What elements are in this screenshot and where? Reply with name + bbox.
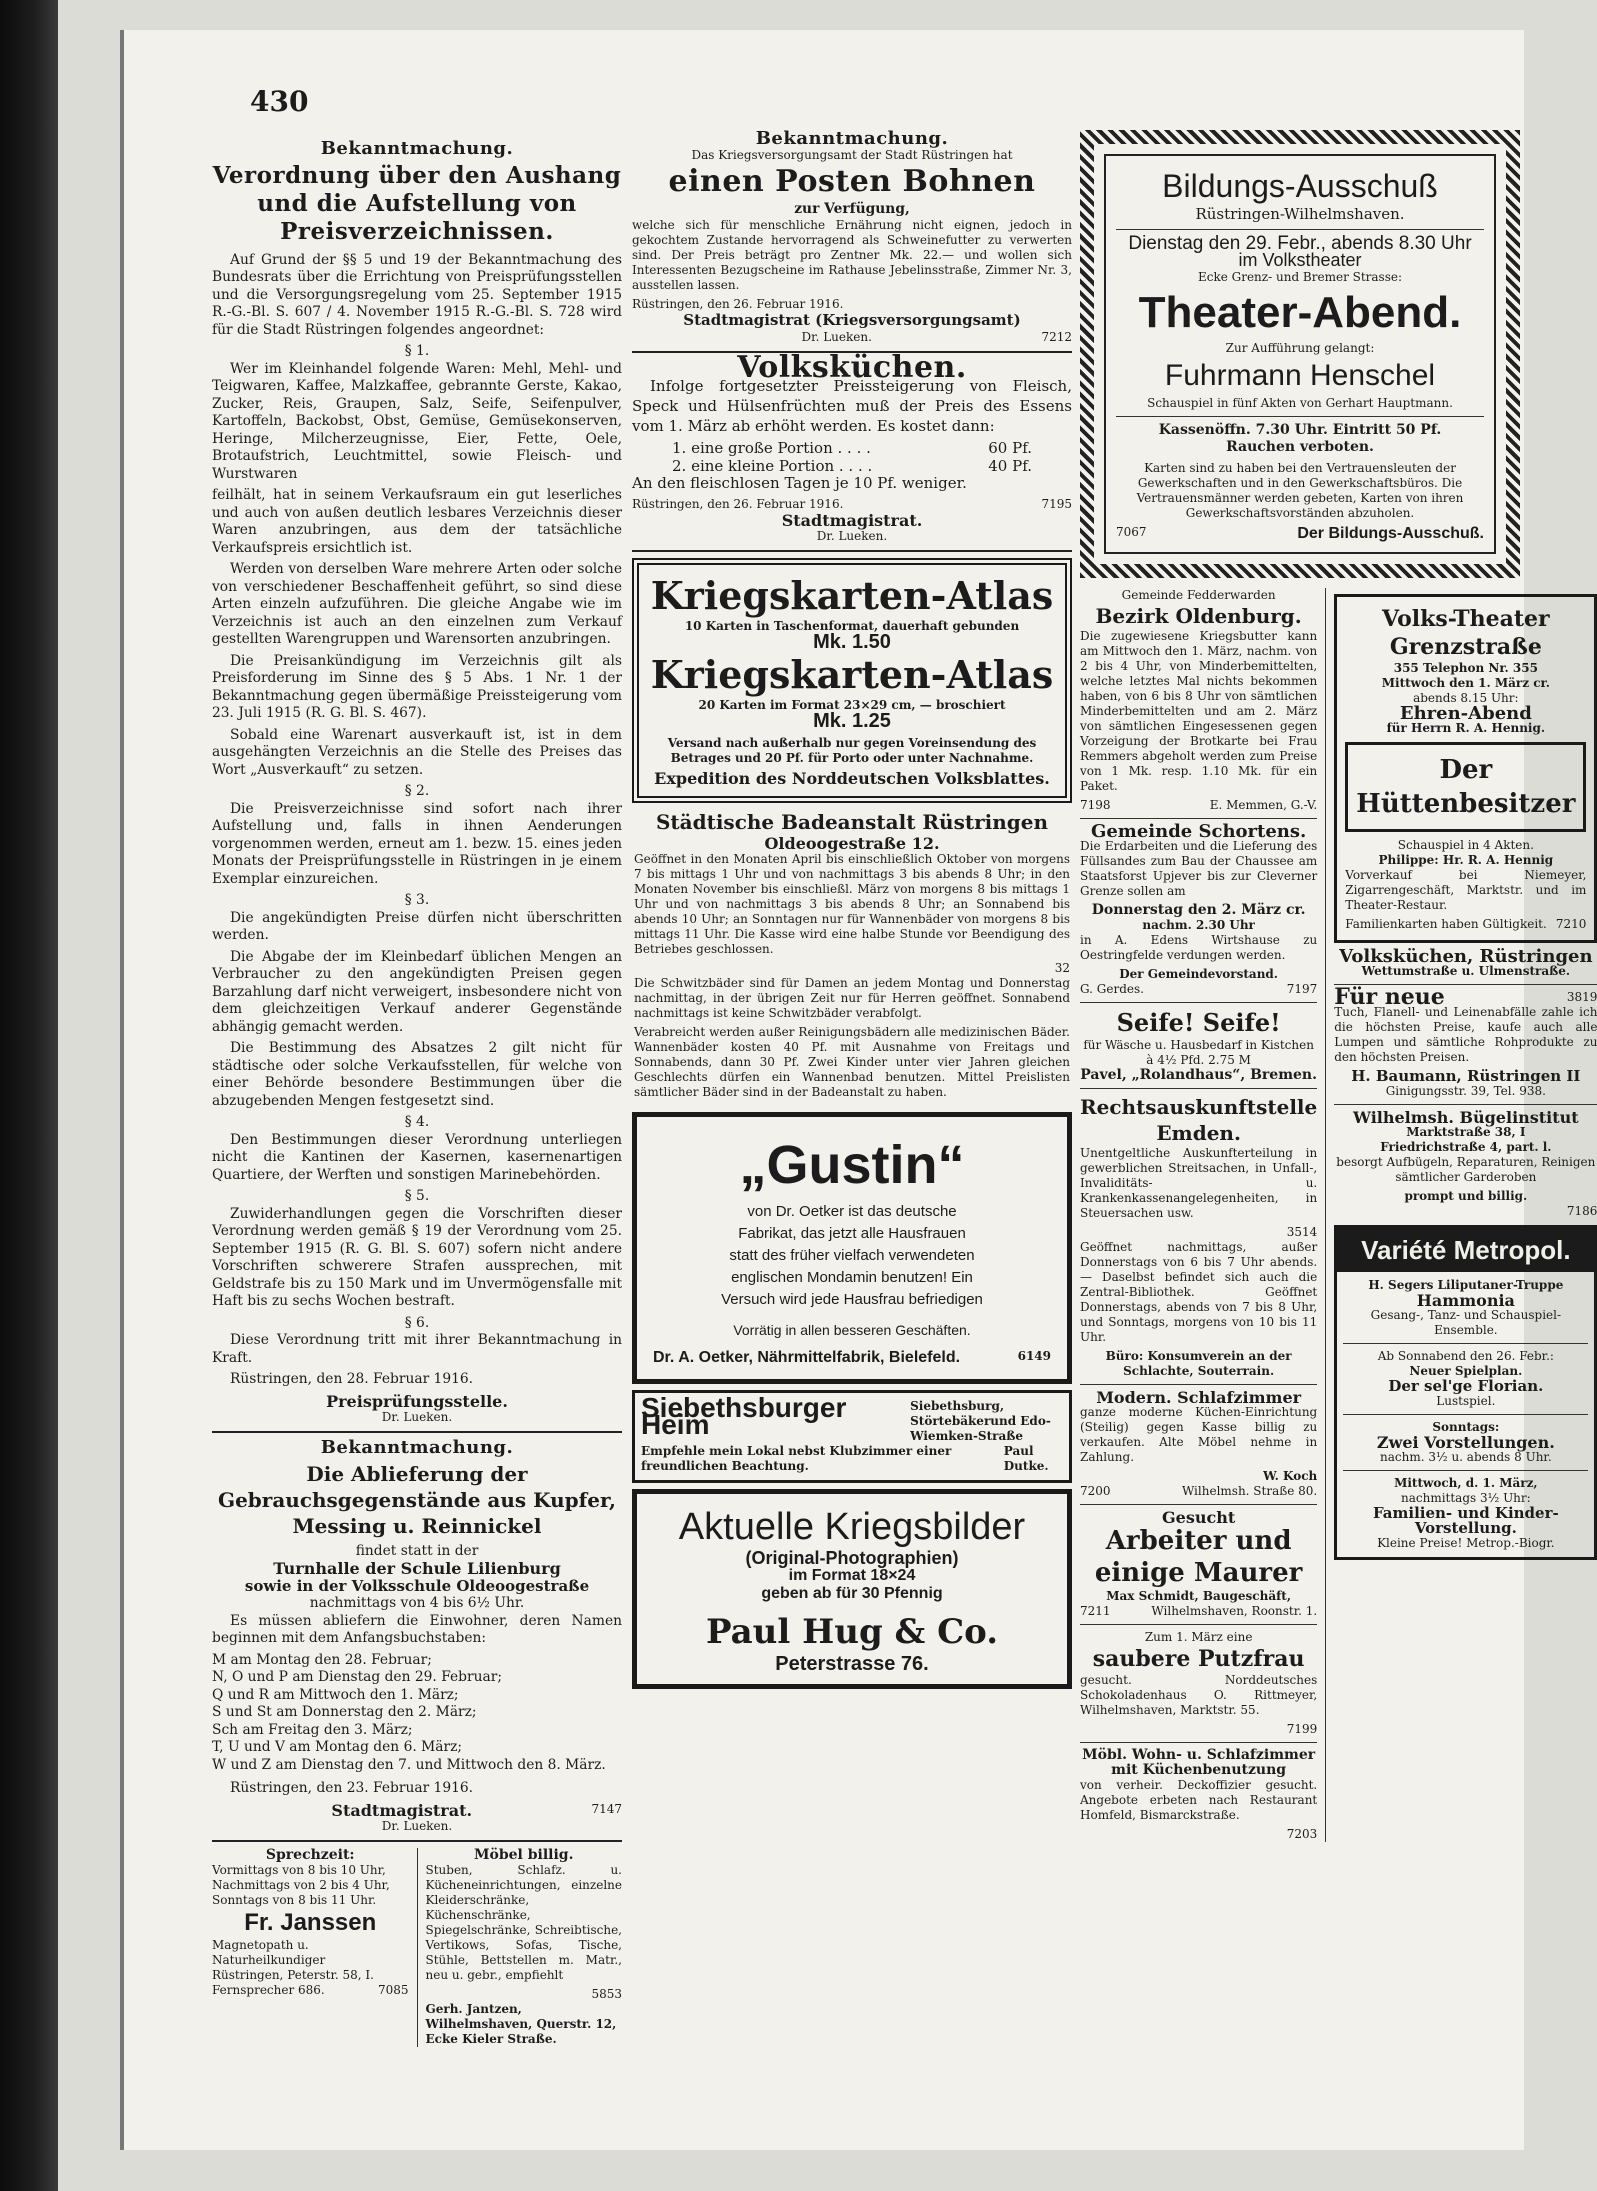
bildung-place: Rüstringen-Wilhelmshaven. xyxy=(1195,205,1405,223)
bildung-footer xyxy=(1116,525,1484,543)
kb-firm: Paul Hug & Co. xyxy=(705,1612,999,1652)
notice-subtitle: Die Ablieferung der Gebrauchsgegenstände aus Kupfer, Messing u. Reinnickel xyxy=(218,1461,616,1538)
paragraph: Zuwiderhandlungen gegen die Vorschriften dieser Verordnung werden gemäß § 19 der Verordnung vom 25. September 1915 (R. G. Bl. S. 607) sofern nicht andere Vorschriften schwerere Strafen aussprechen, mit Geldstrafe bis zu 150 Mark und im Unvermögensfalle mit Haft bis zu sechs Wochen bestraft. xyxy=(212,1205,622,1309)
heim-footer xyxy=(641,1444,1063,1474)
kb-format: im Format 18×24 xyxy=(788,1567,916,1584)
variete-genre: Gesang-, Tanz- und Schauspiel-Ensemble. xyxy=(1370,1308,1562,1337)
paragraph: Die Abgabe der im Kleinbedarf üblichen Mengen an Verbraucher zu den angekündigten Preisen gegen Barzahlung darf nicht verweigert, insbesondere nicht von dem gleichzeitigen Verkauf anderer Gegenstände abhängig gemacht werden. xyxy=(212,948,622,1035)
ad-name: Fr. Janssen xyxy=(244,1909,377,1936)
bildung-perf: Zur Aufführung gelangt: xyxy=(1225,340,1375,355)
schedule-item: S und St am Donnerstag den 2. März; xyxy=(212,1704,477,1720)
notice-date: Rüstringen, den 26. Februar 1916. xyxy=(632,496,844,511)
paragraph: feilhält, hat in seinem Verkaufsraum ein gut leserliches und auch von außen deutlich lesbares Verzeichnis dieser Waren anzubringen, aus dem der tatsächliche Verkaufspreis ersichtlich ist. xyxy=(212,487,622,556)
atlas-title: Kriegskarten-Atlas xyxy=(650,573,1054,618)
notice-authority: Stadtmagistrat. xyxy=(781,510,923,530)
ad-title: Arbeiter und einige Maurer xyxy=(1094,1526,1303,1588)
ad-number: 7197 xyxy=(1286,982,1318,996)
atlas-desc: 10 Karten in Taschenformat, dauerhaft gebunden xyxy=(684,619,1020,633)
ad-title: Volksküchen, Rüstringen xyxy=(1339,946,1593,967)
ad-text: gesucht. Norddeutsches Schokoladenhaus O. Rittmeyer, Wilhelmshaven, Marktstr. 55. xyxy=(1080,1673,1318,1717)
notice-note: An den fleischlosen Tagen je 10 Pf. weniger. xyxy=(632,474,967,492)
paragraph: Sobald eine Warenart ausverkauft ist, ist in dem ausgehängten Verzeichnis an die Stelle des Preises das Wort „Ausverkauft“ zu setzen. xyxy=(212,726,622,778)
notice-signer: Dr. Lueken. xyxy=(381,1410,453,1424)
notice-signer: Dr. Lueken. xyxy=(801,329,872,344)
gustin-footer xyxy=(653,1349,1051,1367)
atlas-desc: 20 Karten im Format 23×29 cm, — broschiert xyxy=(698,697,1006,712)
kb-address: Peterstrasse 76. xyxy=(775,1653,929,1675)
notice-text: welche sich für menschliche Ernährung nicht eignen, jedoch in gekochtem Zustande hervorragend als Schweinefutter zu verwerten sind. Der Preis beträgt pro Zentner Mk. 22.— und wollen sich Interessenten Bezugscheine im Rathause Jebelinsstraße, Zimmer Nr. 3, ausstellen lassen. xyxy=(632,218,1072,292)
gustin-signature: Dr. A. Oetker, Nährmittelfabrik, Bielefeld. xyxy=(653,1349,961,1366)
bildung-title: Bildungs-Ausschuß xyxy=(1162,168,1438,204)
ad-row xyxy=(212,1848,622,2047)
divider xyxy=(1080,1384,1317,1385)
ad-address: Marktstraße 38, I xyxy=(1406,1125,1526,1139)
divider xyxy=(1116,229,1484,230)
ad-text: Tuch, Flanell- und Leinenabfälle zahle ich die höchsten Preise, kaufe auch alle Lumpen und sämtliche Rohprodukte zu den höchsten Preisen. xyxy=(1334,1005,1597,1064)
ad-title: saubere Putzfrau xyxy=(1092,1646,1305,1672)
ad-volkskuechen2 xyxy=(1334,946,1597,979)
ad-address: Friedrichstraße 4, part. l. xyxy=(1380,1140,1552,1154)
variete-program: Neuer Spielplan. xyxy=(1409,1364,1523,1378)
ad-heading: Gesucht xyxy=(1162,1508,1236,1527)
column-3 xyxy=(1080,130,1597,1842)
atlas-title: Kriegskarten-Atlas xyxy=(650,651,1054,697)
notice-signer: Dr. Lueken. xyxy=(816,529,888,543)
paragraph: Die Bestimmung des Absatzes 2 gilt nicht für städtische oder solche Verkaufsstellen, für welche von einer Behörde besondere Bestimmungen über die abzugebenden Mengen festgesetzt sind. xyxy=(212,1040,622,1109)
notice-line: findet statt in der xyxy=(355,1542,479,1559)
bildung-corner: Ecke Grenz- und Bremer Strasse: xyxy=(1197,269,1403,284)
price-item: 1. eine große Portion . . . . xyxy=(672,439,871,457)
heim-row xyxy=(641,1391,1063,1444)
gustin-title: „Gustin“ xyxy=(739,1135,965,1195)
paragraph: Wer im Kleinhandel folgende Waren: Mehl, Mehl- und Teigwaren, Kaffee, Malzkaffee, gebrannte Gerste, Kakao, Zucker, Reis, Graupen, Salz, Seife, Seifenpulver, Kartoffeln, Backobst, Obst, Gemüse, Gemüsekonserven, Heringe, Milcherzeugnisse, Eier, Fette, Oele, Brotaufstrich, Leuchtmittel, sowie Fleisch- und Wurstwaren xyxy=(212,360,622,482)
vt-event: Ehren-Abend xyxy=(1399,703,1532,724)
notice-authority: Preisprüfungsstelle. xyxy=(326,1391,508,1411)
divider xyxy=(1343,1414,1588,1415)
book-spine xyxy=(0,0,58,2191)
vt-for: für Herrn R. A. Hennig. xyxy=(1386,721,1546,735)
vt-date: Mittwoch den 1. März cr. xyxy=(1381,676,1550,690)
kb-sub: (Original-Photographien) xyxy=(745,1547,959,1568)
paragraph: Die angekündigten Preise dürfen nicht überschritten werden. xyxy=(212,909,622,943)
ad-line: Rüstringen, Peterstr. 58, I. xyxy=(212,1968,374,1982)
ad-bohnen xyxy=(632,130,1072,345)
bildung-desc: Schauspiel in fünf Akten von Gerhart Hauptmann. xyxy=(1147,395,1453,410)
ad-buegelinstitut xyxy=(1334,1110,1597,1219)
paragraph: Diese Verordnung tritt mit ihrer Bekanntmachung in Kraft. xyxy=(212,1332,622,1366)
ad-number: 7211 xyxy=(1080,1604,1111,1618)
variete-price: Kleine Preise! Metrop.-Biogr. xyxy=(1377,1536,1555,1550)
ad-line: Zum 1. März eine xyxy=(1144,1630,1253,1644)
bildung-kasse: Kassenöffn. 7.30 Uhr. Eintritt 50 Pf. xyxy=(1158,421,1442,438)
variete-title: Variété Metropol. xyxy=(1337,1228,1594,1272)
paragraph: Werden von derselben Ware mehrere Arten oder solche von verschiedener Beschaffenheit geführt, so sind diese Arten einzeln aufzuführen. Die gleiche Angabe wie im Verzeichnis ist auch an den einzelnen zum Verkauf gestellten Warengruppen und Warensorten anzubringen. xyxy=(212,561,622,647)
ad-title: Gemeinde Schortens. xyxy=(1090,821,1307,842)
notice-line: nachmittags von 4 bis 6½ Uhr. xyxy=(309,1595,525,1611)
ad-number: 6149 xyxy=(1017,1349,1051,1363)
ad-head-row xyxy=(1334,984,1597,1010)
section-2: § 2. xyxy=(404,783,430,799)
ad-gesucht xyxy=(1080,1510,1317,1619)
notice-title: Bekanntmachung. xyxy=(755,128,949,149)
ad-number: 7212 xyxy=(1041,329,1072,344)
gustin-line: englischen Mondamin benutzen! Ein xyxy=(731,1269,973,1286)
ad-putzfrau xyxy=(1080,1630,1317,1737)
divider xyxy=(1080,1624,1317,1625)
ad-number: 7210 xyxy=(1555,917,1587,931)
ad-title: Wilhelmsh. Bügelinstitut xyxy=(1353,1108,1579,1127)
divider xyxy=(1080,818,1317,819)
ad-row xyxy=(1080,588,1597,1842)
section-3: § 3. xyxy=(404,892,430,908)
schedule-item: Sch am Freitag den 3. März; xyxy=(212,1721,413,1738)
ad-number: 7199 xyxy=(1286,1722,1318,1736)
ad-text: Unentgeltliche Auskunfterteilung in gewerblichen Streitsachen, in Unfall-, Invaliditäts- u. Krankenkassenangelegenheiten, in Steuersachen usw. xyxy=(1080,1146,1318,1220)
paragraph: Den Bestimmungen dieser Verordnung unterliegen nicht die Kantinen der Kasernen, kasernenartigen Quartiere, der Werften und sonstigen Marinebehörden. xyxy=(212,1131,622,1183)
ad-title: Für neue xyxy=(1334,984,1445,1010)
page-number: 430 xyxy=(250,85,309,118)
notice-intro: Das Kriegsversorgungsamt der Stadt Rüstringen hat xyxy=(691,147,1013,162)
variete-name: Hammonia xyxy=(1416,1291,1515,1310)
vt-title: Volks-Theater Grenzstraße xyxy=(1382,606,1550,660)
atlas-expedition: Expedition des Norddeutschen Volksblattes. xyxy=(654,769,1050,788)
ad-volkstheater xyxy=(1334,594,1597,943)
ad-number: 7200 xyxy=(1080,1484,1111,1498)
notice-signer: Dr. Lueken. xyxy=(381,1819,453,1833)
ad-text: Stuben, Schlafz. u. Kücheneinrichtungen, einzelne Kleiderschränke, Küchenschränke, Spiegelschränke, Schreibtische, Vertikows, Sofas, Tische, Stühle, Bettstellen m. Matr., neu u. gebr., empfiehlt xyxy=(425,1863,622,1982)
ad-wohnung xyxy=(1080,1748,1317,1842)
ad-address: Wilhelmshaven, Roonstr. 1. xyxy=(1151,1604,1318,1618)
schedule-item: N, O und P am Dienstag den 29. Februar; xyxy=(212,1669,502,1685)
vt-genre: Schauspiel in 4 Akten. xyxy=(1397,838,1534,852)
section-1: § 1. xyxy=(404,343,430,359)
divider xyxy=(1080,1504,1317,1505)
variete-wed2: nachmittags 3½ Uhr: xyxy=(1400,1491,1531,1505)
notice-intro: Auf Grund der §§ 5 und 19 der Bekanntmachung des Bundesrats über die Errichtung von Preisprüfungsstellen und die Versorgungsregelung vom 25. September 1915 R.-G.-Bl. S. 607 / 4. November 1915 R.-G.-Bl. S. 728 wird für die Stadt Rüstringen folgendes angeordnet: xyxy=(212,251,622,338)
notice-headline: einen Posten Bohnen xyxy=(668,163,1036,199)
atlas-price: Mk. 1.50 xyxy=(813,631,891,653)
variete-play: Der sel'ge Florian. xyxy=(1388,1377,1544,1395)
variete-sunday: Sonntags: xyxy=(1432,1420,1500,1434)
gustin-line: Fabrikat, das jetzt alle Hausfrauen xyxy=(738,1225,966,1242)
ad-variete xyxy=(1334,1225,1597,1560)
variete-times: nachm. 3½ u. abends 8 Uhr. xyxy=(1380,1450,1552,1464)
ad-title: Seife! Seife! xyxy=(1116,1008,1281,1037)
schedule-item: T, U und V am Montag den 6. März; xyxy=(212,1739,462,1755)
ad-gustin xyxy=(632,1112,1072,1384)
notice-date: Rüstringen, den 26. Februar 1916. xyxy=(632,297,844,311)
notice-authority: Stadtmagistrat. xyxy=(331,1800,473,1820)
vt-family: Familienkarten haben Gültigkeit. xyxy=(1345,917,1547,931)
ad-firm: Max Schmidt, Baugeschäft, xyxy=(1106,1589,1291,1603)
ad-title: Modern. Schlafzimmer xyxy=(1096,1388,1302,1407)
price-item: 2. eine kleine Portion . . . . xyxy=(672,456,873,475)
ad-text: Geöffnet nachmittags, außer Donnerstags von 6 bis 7 Uhr abends. — Daselbst befindet sich auch die Zentral-Bibliothek. Geöffnet Donnerstags, abends von 7 bis 8 Uhr, und Sonntags, morgens von 10 bis 11 Uhr. xyxy=(1080,1240,1318,1344)
ad-number: 7067 xyxy=(1116,524,1147,539)
divider xyxy=(1116,416,1484,417)
ad-footer xyxy=(1080,982,1317,997)
ad-text: Die Erdarbeiten und die Lieferung des Füllsandes zum Bau der Chaussee am Staatsforst Upjever bis zur Cleverner Grenze sollen am xyxy=(1080,839,1318,898)
variete-family: Familien- und Kinder-Vorstellung. xyxy=(1372,1504,1559,1537)
ad-badeanstalt xyxy=(632,809,1072,1101)
divider xyxy=(1080,1742,1317,1743)
ad-fedderwarden xyxy=(1080,588,1317,813)
schedule-item: Q und R am Mittwoch den 1. März; xyxy=(212,1686,459,1703)
bildung-play: Fuhrmann Henschel xyxy=(1164,358,1436,392)
variete-play-genre: Lustspiel. xyxy=(1436,1394,1496,1408)
ad-date: Donnerstag den 2. März cr. xyxy=(1091,902,1306,918)
bildung-info: Karten sind zu haben bei den Vertrauensleuten der Gewerkschaften und in den Gewerkschaftsbüros. Die Vertrauensmänner werden gebeten, Karten von ihren Gewerkschaftsvorständen abzuholen. xyxy=(1136,460,1464,520)
variete-wed: Mittwoch, d. 1. März, xyxy=(1394,1476,1538,1490)
kb-price: geben ab für 30 Pfennig xyxy=(761,1584,943,1602)
ad-baumann xyxy=(1334,984,1597,1099)
ad-text: in A. Edens Wirtshause zu Oestringfelde verdungen werden. xyxy=(1080,933,1318,962)
ad-number: 7186 xyxy=(1566,1204,1597,1218)
divider xyxy=(1080,1088,1317,1089)
ad-title: Bezirk Oldenburg. xyxy=(1095,604,1302,628)
ad-text: besorgt Aufbügeln, Reparaturen, Reinigen sämtlicher Garderoben xyxy=(1336,1155,1596,1184)
heim-name: Siebethsburger Heim xyxy=(641,1391,847,1440)
ad-number: 7198 xyxy=(1080,798,1111,812)
ad-signature: Gerh. Jantzen, Wilhelmshaven, Querstr. 12, Ecke Kieler Straße. xyxy=(425,2002,617,2046)
bad-text: Geöffnet in den Monaten April bis einschließlich Oktober von morgens 7 bis mittags 1 Uhr und von nachmittags 3 bis abends 8 Uhr; in den Monaten November bis einschließl. März von morgens 8 bis mittags 1 Uhr und von nachmittags 3 bis abends 8 Uhr; an Sonnabend bis abends 10 Uhr; an Sonntagen nur für Wannenbäder von morgens 8 bis mittags 11 Uhr. Die Kasse wird eine halbe Stunde vor Beendigung des Betriebes geschlossen. xyxy=(634,852,1070,956)
variete-two: Zwei Vorstellungen. xyxy=(1376,1433,1555,1452)
ad-line: Fernsprecher 686. xyxy=(212,1983,325,1997)
heim-text: Empfehle mein Lokal nebst Klubzimmer einer freundlichen Beachtung. xyxy=(641,1443,952,1473)
paragraph: Die Preisankündigung im Verzeichnis gilt als Preisforderung im Sinne des § 5 Abs. 1 Nr. 1 der Bekanntmachung gegen übermäßige Preissteigerung vom 23. Juli 1915 (R. G. Bl. S. 467). xyxy=(212,652,622,721)
bad-text: Verabreicht werden außer Reinigungsbädern alle medizinischen Bäder. Wannenbäder kosten 40 Pf. mit Ausnahme von Freitags und Sonnabends, dann 30 Pf. Zwei Kinder unter vier Jahren gleichen Geschlechts dürfen ein Wannenbad benutzen. Mittel Preislisten sämtlicher Bäder sind in der Badeanstalt zu haben. xyxy=(634,1025,1070,1099)
divider xyxy=(1080,1002,1317,1003)
notice-title: Volksküchen. xyxy=(737,349,967,385)
atlas-price: Mk. 1.25 xyxy=(813,709,891,732)
ad-number: 7085 xyxy=(377,1983,409,1997)
divider xyxy=(1343,1470,1588,1471)
column-2 xyxy=(632,130,1072,1695)
ad-footer xyxy=(1080,798,1317,813)
notice-line: Es müssen abliefern die Einwohner, deren Namen beginnen mit dem Anfangsbuchstaben: xyxy=(212,1612,622,1646)
notice-subline: zur Verfügung, xyxy=(794,200,910,217)
section-5: § 5. xyxy=(404,1188,430,1204)
ad-address: Wilhelmsh. Straße 80. xyxy=(1181,1484,1318,1498)
ad-firm: Pavel, „Rolandhaus“, Bremen. xyxy=(1080,1067,1317,1083)
divider xyxy=(1343,1343,1588,1344)
ad-bildungsausschuss xyxy=(1080,130,1520,578)
ad-number: 7195 xyxy=(1041,496,1072,511)
gustin-line: Versuch wird jede Hausfrau befriedigen xyxy=(721,1291,983,1308)
price-row xyxy=(632,458,1072,476)
notice-line: Turnhalle der Schule Lilienburg xyxy=(273,1559,561,1578)
ad-firm: H. Baumann, Rüstringen II xyxy=(1351,1067,1581,1085)
bad-title: Städtische Badeanstalt Rüstringen xyxy=(655,809,1049,834)
divider xyxy=(212,1431,622,1433)
ad-signature: E. Memmen, G.-V. xyxy=(1209,798,1318,812)
variete-date: Ab Sonnabend den 26. Febr.: xyxy=(1377,1349,1554,1363)
ad-footer xyxy=(1080,1484,1317,1499)
bildung-signature: Der Bildungs-Ausschuß. xyxy=(1297,524,1484,542)
bildung-venue: im Volkstheater xyxy=(1238,250,1362,270)
ad-number: 3514 xyxy=(1286,1225,1318,1239)
gustin-line: von Dr. Oetker ist das deutsche xyxy=(747,1203,957,1220)
heim-address: Siebethsburg, Störtebäkerund Edo-Wiemken-Straße xyxy=(910,1398,1051,1443)
variete-troupe: H. Segers Liliputaner-Truppe xyxy=(1368,1278,1564,1292)
notice-footer xyxy=(632,330,1072,345)
ad-text: Die zugewiesene Kriegsbutter kann am Mittwoch den 1. März, nachm. von 2 bis 4 Uhr, von Minderbemittelten, welche letztes Mal nichts bekommen haben, von 6 bis 8 Uhr von sämtlichen Minderbemittelten und am 2. März von sämtlichen Eingesessenen gegen Vorzeigung der Brotkarte bei Frau Remmers abgeholt werden zum Preise von 1 Mk. resp. 1.10 Mk. für ein Paket. xyxy=(1080,629,1318,793)
ad-title: Möbl. Wohn- u. Schlafzimmer mit Küchenbenutzung xyxy=(1082,1747,1316,1778)
schedule-item: M am Montag den 28. Februar; xyxy=(212,1651,432,1668)
ad-signature: G. Gerdes. xyxy=(1080,982,1144,996)
ad-name: W. Koch xyxy=(1263,1469,1318,1483)
vt-time: abends 8.15 Uhr: xyxy=(1413,691,1519,705)
ad-text: ganze moderne Küchen-Einrichtung (Steilig) gegen Kasse billig zu verkaufen. Alte Möbel nehme in Zahlung. xyxy=(1080,1405,1318,1464)
bildung-event: Theater-Abend. xyxy=(1138,287,1462,337)
subcolumn-divider xyxy=(1325,588,1326,1842)
ad-heim xyxy=(632,1390,1072,1483)
ad-number: 7203 xyxy=(1286,1827,1318,1841)
ad-title: Rechtsauskunftstelle Emden. xyxy=(1080,1095,1318,1145)
notice-title: Bekanntmachung. xyxy=(320,138,514,159)
schedule-list xyxy=(212,1652,622,1775)
section-4: § 4. xyxy=(404,1114,430,1130)
bildung-date: Dienstag den 29. Febr., abends 8.30 Uhr xyxy=(1128,232,1472,254)
gustin-line: statt des früher vielfach verwendeten xyxy=(729,1247,975,1264)
column-1 xyxy=(212,140,622,2047)
ad-footer xyxy=(212,1983,409,1998)
ad-schlafzimmer xyxy=(1080,1390,1317,1499)
price-value: 40 Pf. xyxy=(988,456,1032,475)
right-subcolumn xyxy=(1334,588,1597,1842)
notice-authority: Stadtmagistrat (Kriegsversorgungsamt) xyxy=(683,311,1021,329)
paragraph: Die Preisverzeichnisse sind sofort nach ihrer Aufstellung und, falls in ihnen Aenderungen vorgenommen werden, erneut am 1. bezw. 15. eines jeden Monats der Preisprüfungsstelle in Rüstringen in je einem Exemplar einzureichen. xyxy=(212,800,622,887)
notice-footer xyxy=(632,497,1072,512)
ad-kriegsbilder xyxy=(632,1489,1072,1689)
price-value: 60 Pf. xyxy=(988,439,1032,457)
schedule-item: W und Z am Dienstag den 7. und Mittwoch den 8. März. xyxy=(212,1756,606,1773)
notice-date: Rüstringen, den 28. Februar 1916. xyxy=(230,1371,474,1387)
section-6: § 6. xyxy=(404,1314,430,1331)
ad-atlas xyxy=(632,558,1072,803)
bad-address: Oldeoogestraße 12. xyxy=(764,833,940,853)
vt-footer xyxy=(1345,917,1586,932)
bildung-smoke: Rauchen verboten. xyxy=(1226,439,1374,455)
notice-date: Rüstringen, den 23. Februar 1916. xyxy=(230,1780,474,1796)
vt-tel: 355 Telephon Nr. 355 xyxy=(1393,661,1538,675)
ad-line: Vormittags von 8 bis 10 Uhr, xyxy=(212,1863,386,1877)
divider xyxy=(632,550,1072,552)
notice-title: Bekanntmachung. xyxy=(320,1437,514,1458)
notice-text: Infolge fortgesetzter Preissteigerung von Fleisch, Speck und Hülsenfrüchten muß der Preis des Essens vom 1. März ab erhöht werden. Es kostet dann: xyxy=(632,377,1072,435)
divider xyxy=(212,1840,622,1842)
notice-line: sowie in der Volksschule Oldeoogestraße xyxy=(244,1576,590,1595)
heim-signature: Paul Dutke. xyxy=(1003,1443,1049,1473)
vt-presale: Vorverkauf bei Niemeyer, Zigarrengeschäft, Marktstr. und im Theater-Restaur. xyxy=(1345,868,1587,912)
ad-number: 32 xyxy=(1054,961,1070,975)
vt-play: Der Hüttenbesitzer xyxy=(1345,742,1586,832)
divider xyxy=(1334,1104,1597,1105)
ad-volkskuechen xyxy=(632,349,1072,545)
signature-row xyxy=(212,1802,622,1820)
left-subcolumn xyxy=(1080,588,1317,1842)
ad-buero: Büro: Konsumverein an der Schlachte, Souterrain. xyxy=(1105,1349,1292,1378)
ad-text: von verheir. Deckoffizier gesucht. Angebote erbeten nach Restaurant Homfeld, Bismarckstraße. xyxy=(1080,1778,1318,1822)
ad-janssen xyxy=(212,1848,409,2047)
ad-number: 7147 xyxy=(591,1801,622,1816)
ad-text: für Wäsche u. Hausbedarf in Kistchen à 4½ Pfd. 2.75 M xyxy=(1083,1038,1314,1067)
ad-line: Magnetopath u. Naturheilkundiger xyxy=(212,1938,326,1967)
atlas-shipping: Versand nach außerhalb nur gegen Voreinsendung des Betrages und 20 Pf. für Porto oder unter Nachnahme. xyxy=(667,736,1037,765)
gustin-line: Vorrätig in allen besseren Geschäften. xyxy=(733,1322,971,1338)
ad-heading: Sprechzeit: xyxy=(265,1847,355,1863)
ad-address: Wettumstraße u. Ulmenstraße. xyxy=(1361,964,1571,978)
ad-line: Nachmittags von 2 bis 4 Uhr, xyxy=(212,1878,390,1892)
ad-time: nachm. 2.30 Uhr xyxy=(1142,918,1255,932)
ad-heading: Möbel billig. xyxy=(474,1847,574,1863)
ad-number: 3819 xyxy=(1566,990,1597,1004)
ad-seife xyxy=(1080,1008,1317,1083)
ad-footer xyxy=(1080,1604,1317,1619)
ad-number: 5853 xyxy=(591,1987,622,2001)
ad-note: prompt und billig. xyxy=(1404,1189,1528,1203)
bad-text: Die Schwitzbäder sind für Damen an jedem Montag und Donnerstag nachmittag, in der übrigen Zeit nur für Herren geöffnet. Sonnabend nachmittags ist keine Schwitzbäder verabfolgt. xyxy=(634,976,1070,1020)
price-row xyxy=(632,440,1072,458)
ad-line: Sonntags von 8 bis 11 Uhr. xyxy=(212,1893,377,1907)
vt-role: Philippe: Hr. R. A. Hennig xyxy=(1378,853,1554,867)
ad-authority: Der Gemeindevorstand. xyxy=(1119,967,1278,981)
ad-schortens xyxy=(1080,821,1318,997)
kb-title: Aktuelle Kriegsbilder xyxy=(678,1505,1026,1548)
notice-subtitle: Verordnung über den Aushang und die Aufstellung von Preisverzeichnissen. xyxy=(212,161,622,245)
ad-rechtsauskunft xyxy=(1080,1094,1317,1379)
ad-divider xyxy=(417,1848,418,2047)
ad-address: Ginigungsstr. 39, Tel. 938. xyxy=(1385,1084,1546,1098)
ad-heading: Gemeinde Fedderwarden xyxy=(1121,588,1276,602)
ad-moebel xyxy=(426,1848,623,2047)
